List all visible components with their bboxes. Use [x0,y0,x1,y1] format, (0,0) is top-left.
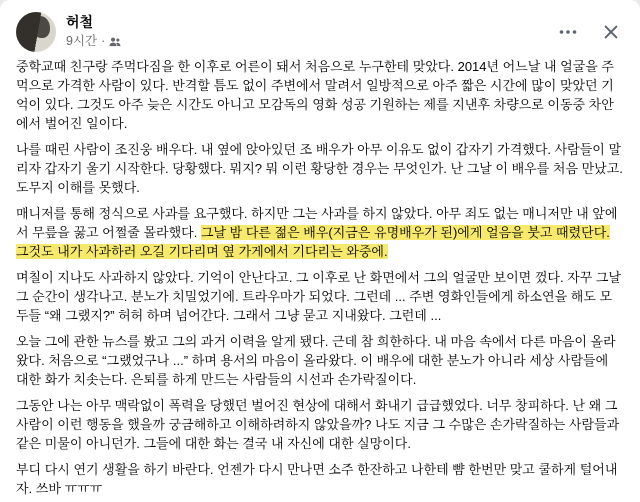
post-meta [66,33,556,49]
paragraph: 오늘 그에 관한 뉴스를 봤고 그의 과거 이력을 알게 됐다. 근데 참 희한하다. 내 마음 속에서 다른 마음이 올라왔다. 처음으로 “그랬었구나 ...” 하며 용서의 마음이 올라왔다. 이 배우에 대한 분노가 아니라 세상 사람들에 대한 화가 치솟는다. 은퇴를 하게 만드는 사람들의 시선과 손가락질이다. [16,334,616,387]
paragraph: 그동안 나는 아무 맥락없이 폭력을 당했던 벌어진 현상에 대해서 화내기 급급했었다. 너무 창피하다. 난 왜 그 사람이 이런 행동을 했을까 궁금해하고 이해하려하지 않았을까? 나도 지금 그 수많은 손가락질하는 사람들과 같은 미물이 아니던가. 그들에 대한 화는 결국 내 자신에 대한 실망이다. [16,398,620,451]
close-icon[interactable] [600,21,622,43]
author-name[interactable]: 허철 [66,14,94,30]
paragraph: 나를 때린 사람이 조진웅 배우다. 내 옆에 앉아있던 조 배우가 아무 이유도 없이 갑자기 가격했다. 사람들이 말리자 갑자기 울기 시작한다. 당황했다. 뭐지? 뭐 이런 황당한 경우는 무엇인가. 난 그날 이 배우를 처음 만났고. 도무지 이해를 못했다. [16,142,623,195]
highlighted-text: 그날 밤 다른 젊은 배우(지금은 유명배우가 된)에게 얼음을 붓고 때렸단다. 그것도 내가 사과하러 오길 기다리며 옆 가게에서 기다리는 와중에. [16,225,610,259]
timestamp-link[interactable]: 9시간 [66,34,98,48]
paragraph-plain-text: 매니저를 통해 정식으로 사과를 요구했다. 하지만 그는 사과를 하지 않았다. 아무 죄도 없는 매니저만 내 앞에서 무릎을 꿇고 어쩔줄 몰라했다. [16,206,618,240]
avatar[interactable] [16,12,56,52]
friends-icon [109,36,121,48]
paragraph: 중학교때 친구랑 주먹다짐을 한 이후로 어른이 돼서 처음으로 누구한테 맞았다. 2014년 어느날 내 얼굴을 주먹으로 가격한 사람이 있다. 반격할 틈도 없이 주변에서 말려서 일방적으로 아주 짧은 시간에 많이 맞았던 기억이 있다. 그것도 아주 늦은 시간도 아니고 모감독의 영화 성공 기원하는 제를 지낸후 차량으로 이동중 차안에서 벌어진 일이다. [16,59,614,131]
paragraph [16,204,624,261]
header-actions [556,12,622,44]
meta-separator: · [101,34,106,48]
paragraph: 부디 다시 연기 생활을 하기 바란다. 언젠가 다시 만나면 소주 한잔하고 나한테 뺨 한번만 맞고 쿨하게 털어내자. 쓰바 ㅠㅠㅠ [16,462,618,496]
author-block [66,12,556,49]
more-options-icon[interactable] [556,20,580,44]
post-body [0,52,640,498]
paragraph: 며칠이 지나도 사과하지 않았다. 기억이 안난다고. 그 이후로 난 화면에서 그의 얼굴만 보이면 껐다. 자꾸 그날 그 순간이 생각나고. 분노가 치밀었기에. 트라우마가 되었다. 그런데 ... 주변 영화인들에게 하소연을 해도 모두들 “왜 그랬지?” 허허 하며 넘어간다. 그래서 그냥 묻고 지내왔다. 그런데 ... [16,270,622,323]
post-header [0,0,640,52]
